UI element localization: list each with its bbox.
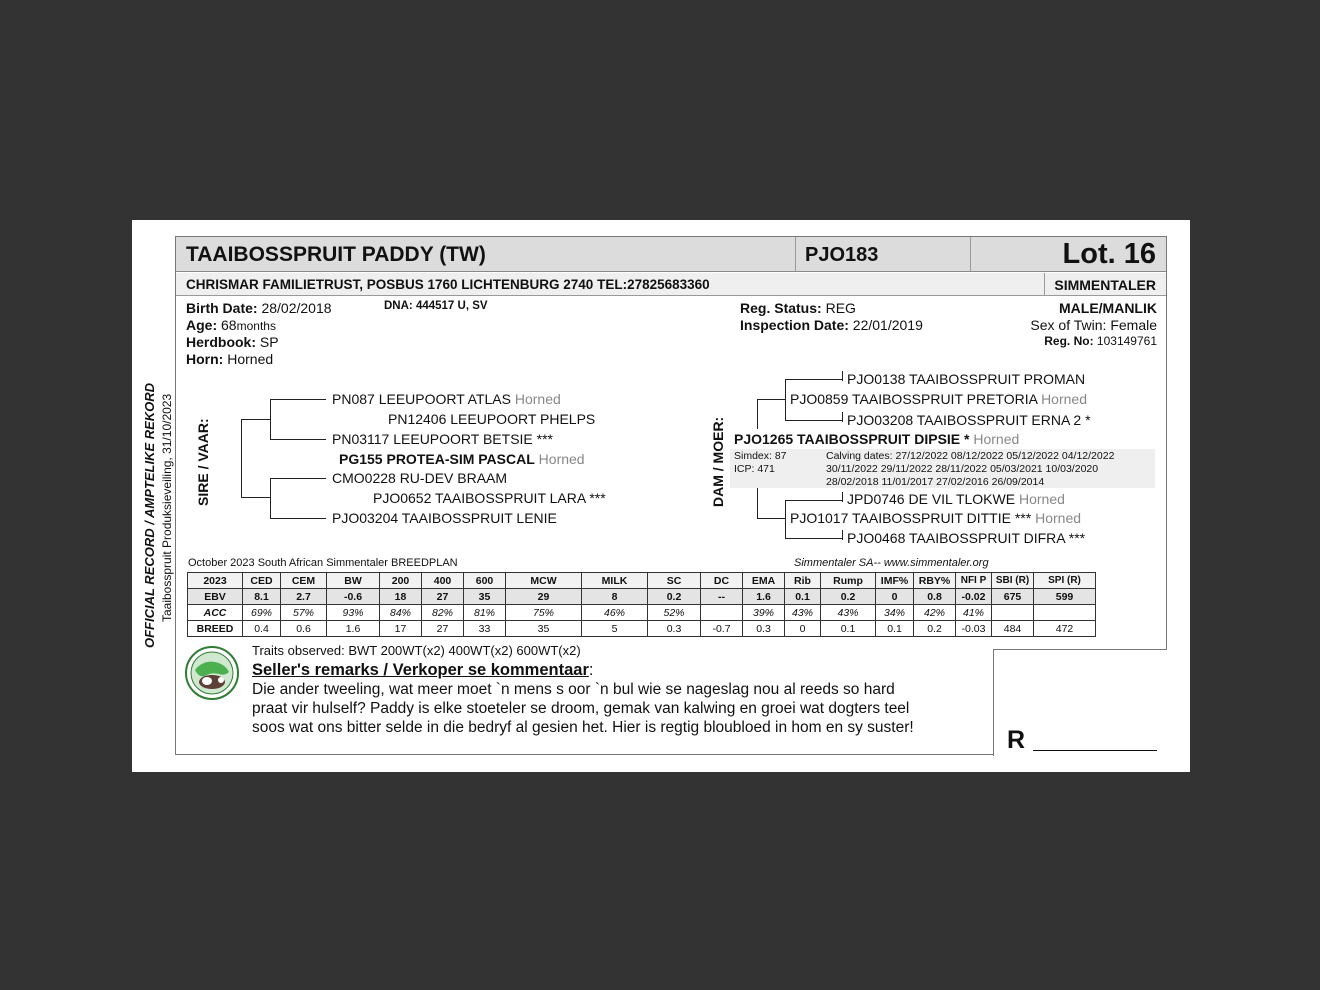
table-cell: 84% — [380, 605, 422, 621]
table-cell: DC — [701, 573, 743, 589]
sire-sire: PN087 LEEUPOORT ATLAS Horned — [332, 391, 561, 407]
table-cell: 42% — [914, 605, 956, 621]
dam-sire-sire: PJO0138 TAAIBOSSPRUIT PROMAN — [847, 371, 1086, 387]
table-cell: 27 — [422, 589, 464, 605]
table-cell: 8.1 — [243, 589, 281, 605]
dam-dam-dam: PJO0468 TAAIBOSSPRUIT DIFRA *** — [847, 530, 1086, 546]
table-cell: 34% — [876, 605, 914, 621]
table-cell: -0.7 — [701, 621, 743, 637]
birth-date: Birth Date: 28/02/2018 — [186, 300, 332, 316]
official-record-label: OFFICIAL RECORD / AMPTELIKE REKORD — [142, 382, 157, 648]
age: Age: 68months — [186, 317, 276, 333]
dam-sire-dam: PJO03208 TAAIBOSSPRUIT ERNA 2 * — [847, 412, 1091, 428]
table-cell: 5 — [582, 621, 648, 637]
breed-name: SIMMENTALER — [1054, 277, 1156, 293]
sire-dam-name: PJO0652 TAAIBOSSPRUIT LARA *** — [373, 490, 606, 506]
calving-dates-1: Calving dates: 27/12/2022 08/12/2022 05/12/2022 04/12/2022 — [826, 450, 1115, 462]
table-cell: CEM — [281, 573, 327, 589]
animal-id: PJO183 — [805, 244, 879, 266]
table-cell: 39% — [743, 605, 785, 621]
ebv-header-row — [188, 573, 1096, 589]
reg-status: Reg. Status: REG — [740, 300, 856, 316]
table-cell: 2.7 — [281, 589, 327, 605]
dam-dam: PJO1017 TAAIBOSSPRUIT DITTIE *** Horned — [790, 510, 1082, 526]
sire-dam: PN03117 LEEUPOORT BETSIE *** — [332, 431, 553, 447]
table-cell: NFI P — [956, 573, 992, 589]
table-cell: 599 — [1034, 589, 1096, 605]
animal-name: TAAIBOSSPRUIT PADDY (TW) — [186, 243, 486, 266]
table-cell: 8 — [582, 589, 648, 605]
table-cell: -0.02 — [956, 589, 992, 605]
table-cell: 1.6 — [743, 589, 785, 605]
horn-status: Horn: Horned — [186, 351, 274, 367]
table-cell: BREED — [188, 621, 243, 637]
sire-dam-dam: PJO03204 TAAIBOSSPRUIT LENIE — [332, 510, 557, 526]
dam-simdex: Simdex: 87 — [734, 450, 787, 462]
table-cell: Rump — [821, 573, 876, 589]
table-cell: MILK — [582, 573, 648, 589]
table-cell: 81% — [464, 605, 506, 621]
table-cell: 52% — [648, 605, 701, 621]
remarks-line-1: Die ander tweeling, wat meer moet `n mens s oor `n bul wie se nageslag nou al reeds so hard — [252, 681, 895, 698]
simmentaler-logo — [185, 646, 239, 700]
table-cell: 2023 — [188, 573, 243, 589]
table-cell: 0.1 — [876, 621, 914, 637]
table-cell: SPI (R) — [1034, 573, 1096, 589]
herdbook: Herdbook: SP — [186, 334, 279, 350]
table-cell: 472 — [1034, 621, 1096, 637]
table-cell: 35 — [506, 621, 582, 637]
table-cell: 0.3 — [648, 621, 701, 637]
accuracy-row — [188, 605, 1096, 621]
table-cell: ACC — [188, 605, 243, 621]
table-cell: 484 — [992, 621, 1034, 637]
dam-sire: PJO0859 TAAIBOSSPRUIT PRETORIA Horned — [790, 391, 1087, 407]
table-cell: EMA — [743, 573, 785, 589]
table-cell: 33 — [464, 621, 506, 637]
table-cell: 675 — [992, 589, 1034, 605]
traits-observed: Traits observed: BWT 200WT(x2) 400WT(x2) 600WT(x2) — [252, 643, 581, 658]
table-cell: 43% — [821, 605, 876, 621]
table-cell: 200 — [380, 573, 422, 589]
dam-name: PJO1265 TAAIBOSSPRUIT DIPSIE * Horned — [734, 431, 1020, 447]
table-cell: 17 — [380, 621, 422, 637]
table-cell: 0 — [876, 589, 914, 605]
table-cell: 0.3 — [743, 621, 785, 637]
title-bar — [176, 237, 1166, 272]
table-cell: 29 — [506, 589, 582, 605]
table-cell: Rib — [785, 573, 821, 589]
table-cell: 41% — [956, 605, 992, 621]
table-cell: 0.8 — [914, 589, 956, 605]
owner-bar — [176, 273, 1166, 296]
table-cell: RBY% — [914, 573, 956, 589]
table-cell: -0.6 — [327, 589, 380, 605]
table-cell: IMF% — [876, 573, 914, 589]
table-cell: 0.1 — [785, 589, 821, 605]
table-cell: 46% — [582, 605, 648, 621]
ebv-table — [187, 572, 1096, 637]
table-cell — [1034, 605, 1096, 621]
calving-dates-2: 30/11/2022 29/11/2022 28/11/2022 05/03/2021 10/03/2020 — [826, 463, 1099, 475]
sex: MALE/MANLIK — [1059, 300, 1157, 316]
remarks-heading: Seller's remarks / Verkoper se kommentaar: — [252, 661, 594, 679]
dam-dam-sire: JPD0746 DE VIL TLOKWE Horned — [847, 491, 1065, 507]
ebv-row — [188, 589, 1096, 605]
sire-name: PG155 PROTEA-SIM PASCAL Horned — [339, 451, 585, 467]
table-cell: EBV — [188, 589, 243, 605]
dam-icp: ICP: 471 — [734, 463, 775, 475]
sex-of-twin: Sex of Twin: Female — [1030, 317, 1157, 333]
table-cell: 0.4 — [243, 621, 281, 637]
table-cell: 75% — [506, 605, 582, 621]
table-cell: MCW — [506, 573, 582, 589]
owner-line: CHRISMAR FAMILIETRUST, POSBUS 1760 LICHTENBURG 2740 TEL:27825683360 — [186, 277, 710, 292]
table-cell: 0.1 — [821, 621, 876, 637]
sale-name-label: Taaibosspruit Produksieveiling, 31/10/2023 — [160, 393, 174, 622]
table-cell: 0.2 — [821, 589, 876, 605]
calving-dates-3: 28/02/2018 11/01/2017 27/02/2016 26/09/2014 — [826, 476, 1045, 488]
table-cell: 0.6 — [281, 621, 327, 637]
table-cell: 1.6 — [327, 621, 380, 637]
inspection-date: Inspection Date: 22/01/2019 — [740, 317, 923, 333]
lot-number: Lot. 16 — [1062, 238, 1156, 270]
table-cell: -- — [701, 589, 743, 605]
reg-number: Reg. No: 103149761 — [1044, 334, 1157, 348]
table-cell: 0.2 — [914, 621, 956, 637]
price-label: R — [1007, 726, 1026, 754]
table-cell: SC — [648, 573, 701, 589]
table-cell: SBI (R) — [992, 573, 1034, 589]
table-cell: 93% — [327, 605, 380, 621]
table-cell: 69% — [243, 605, 281, 621]
table-cell: 400 — [422, 573, 464, 589]
table-cell: 43% — [785, 605, 821, 621]
table-cell: 600 — [464, 573, 506, 589]
table-cell: CED — [243, 573, 281, 589]
dam-label: DAM / MOER: — [710, 416, 726, 507]
remarks-line-2: praat vir hulself? Paddy is elke stoeteler se droom, gemak van kalwing en groei wat dogters teel — [252, 700, 910, 717]
table-cell — [701, 605, 743, 621]
table-cell: 27 — [422, 621, 464, 637]
table-cell — [992, 605, 1034, 621]
price-blank-line[interactable] — [1033, 750, 1157, 751]
table-cell: 0 — [785, 621, 821, 637]
sire-grandsire: PN12406 LEEUPOORT PHELPS — [388, 411, 596, 427]
table-cell: 18 — [380, 589, 422, 605]
table-cell: 35 — [464, 589, 506, 605]
table-cell: 0.2 — [648, 589, 701, 605]
dna-info: DNA: 444517 U, SV — [384, 300, 488, 312]
table-cell: BW — [327, 573, 380, 589]
breed-average-row — [188, 621, 1096, 637]
table-cell: -0.03 — [956, 621, 992, 637]
breedplan-caption: October 2023 South African Simmentaler BREEDPLAN — [188, 557, 458, 569]
sire-dam-sire: CMO0228 RU-DEV BRAAM — [332, 470, 508, 486]
breedplan-website: Simmentaler SA-- www.simmentaler.org — [794, 557, 989, 569]
sire-label: SIRE / VAAR: — [195, 418, 211, 506]
table-cell: 57% — [281, 605, 327, 621]
remarks-line-3: soos wat ons bitter selde in die bedryf al gesien het. Hier is regtig bloubloed in hom en sy suster! — [252, 719, 914, 736]
table-cell: 82% — [422, 605, 464, 621]
